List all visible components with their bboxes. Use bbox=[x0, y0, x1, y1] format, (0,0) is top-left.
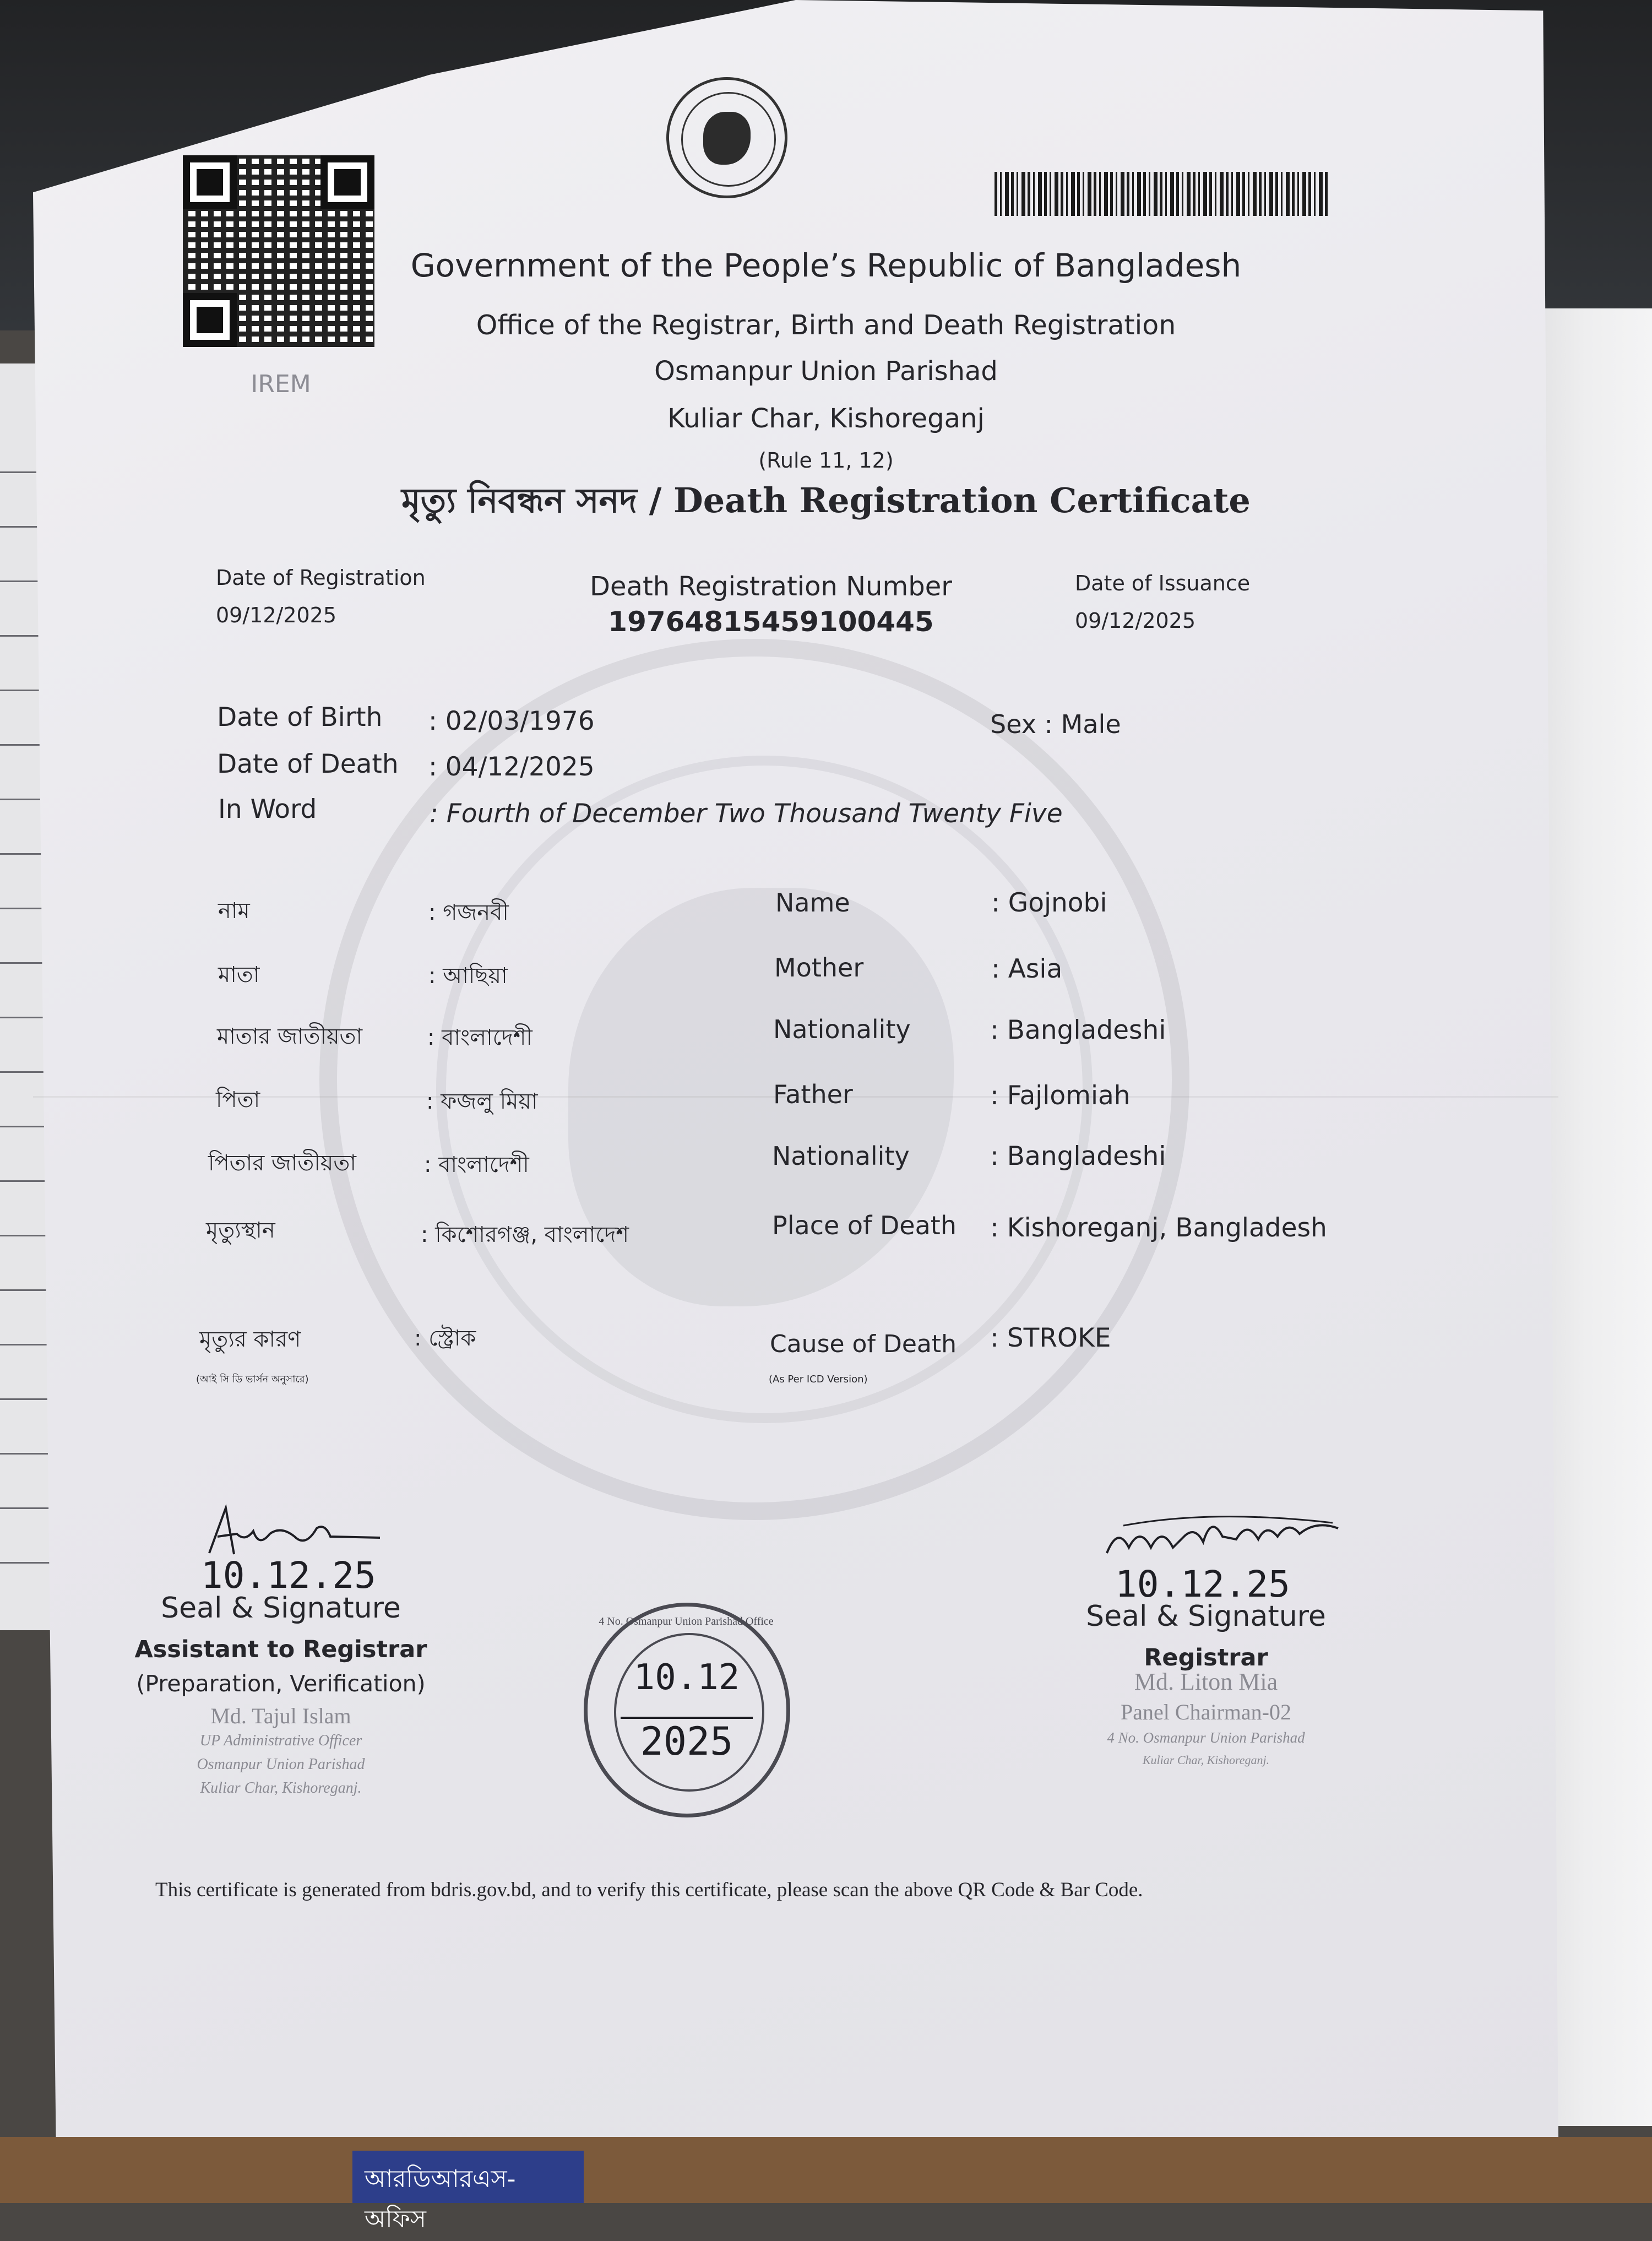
cause-note-bn: (আই সি ডি ভার্সন অনুসারে) bbox=[196, 1374, 309, 1385]
in-word-label: In Word bbox=[218, 794, 317, 824]
office-title: Office of the Registrar, Birth and Death Registration bbox=[476, 310, 1176, 341]
assistant-role: Assistant to Registrar bbox=[134, 1636, 427, 1663]
father-nationality-label: Nationality bbox=[772, 1141, 910, 1171]
name-label: Name bbox=[775, 888, 850, 918]
assistant-name-stamp: Md. Tajul Islam bbox=[210, 1703, 351, 1728]
registrar-stamp-line1: Panel Chairman-02 bbox=[1121, 1700, 1291, 1724]
qr-caption: IREM bbox=[251, 370, 311, 398]
dob-label: Date of Birth bbox=[217, 702, 383, 732]
assistant-role-note: (Preparation, Verification) bbox=[136, 1670, 426, 1697]
assistant-stamp-line2: Osmanpur Union Parishad bbox=[197, 1756, 365, 1773]
mother-label: Mother bbox=[774, 953, 864, 983]
sex-value: Sex : Male bbox=[990, 709, 1121, 739]
assistant-stamp-line1: UP Administrative Officer bbox=[199, 1732, 362, 1749]
father-bn-value: : ফজলু মিয়া bbox=[426, 1089, 538, 1114]
place-of-death-bn-label: মৃত্যুস্থান bbox=[206, 1218, 275, 1243]
mother-nationality-label: Nationality bbox=[773, 1014, 911, 1044]
stamp-date-line2: 2025 bbox=[621, 1717, 753, 1764]
father-value: : Fajlomiah bbox=[990, 1081, 1131, 1111]
father-label: Father bbox=[773, 1079, 853, 1109]
registration-number-label: Death Registration Number bbox=[590, 571, 952, 602]
father-nationality-value: : Bangladeshi bbox=[990, 1141, 1166, 1171]
assistant-seal-caption: Seal & Signature bbox=[161, 1592, 401, 1625]
dod-label: Date of Death bbox=[217, 749, 399, 779]
name-bn-value: : গজনবী bbox=[428, 900, 509, 925]
mother-value: : Asia bbox=[991, 954, 1063, 984]
place-of-death-label: Place of Death bbox=[772, 1211, 957, 1240]
registrar-seal-caption: Seal & Signature bbox=[1086, 1600, 1326, 1633]
government-emblem bbox=[666, 77, 787, 198]
union-name: Osmanpur Union Parishad bbox=[654, 356, 998, 387]
location-name: Kuliar Char, Kishoreganj bbox=[667, 403, 985, 434]
mother-bn-label: মাতা bbox=[218, 962, 260, 987]
issuance-date-label: Date of Issuance bbox=[1075, 571, 1251, 595]
government-title: Government of the People’s Republic of Bangladesh bbox=[410, 247, 1242, 284]
place-of-death-bn-value: : কিশোরগঞ্জ, বাংলাদেশ bbox=[421, 1222, 629, 1247]
father-nationality-bn-value: : বাংলাদেশী bbox=[424, 1152, 529, 1178]
mother-nationality-bn-value: : বাংলাদেশী bbox=[427, 1025, 532, 1050]
registrar-stamp-line2: 4 No. Osmanpur Union Parishad bbox=[1107, 1729, 1305, 1746]
dob-value: : 02/03/1976 bbox=[428, 706, 595, 736]
barcode[interactable] bbox=[995, 172, 1330, 216]
stamp-ring-text: 4 No. Osmanpur Union Parishad Office bbox=[599, 1615, 774, 1627]
name-value: : Gojnobi bbox=[991, 888, 1107, 918]
assistant-signature-date: 10.12.25 bbox=[201, 1554, 376, 1597]
registrar-stamp-line3: Kuliar Char, Kishoreganj. bbox=[1142, 1753, 1270, 1767]
registrar-signature-date: 10.12.25 bbox=[1115, 1563, 1290, 1605]
place-of-death-value: : Kishoreganj, Bangladesh bbox=[990, 1213, 1327, 1243]
cause-of-death-bn-value: : স্ট্রোক bbox=[414, 1326, 476, 1351]
mother-nationality-bn-label: মাতার জাতীয়তা bbox=[217, 1024, 363, 1049]
cause-of-death-value: : STROKE bbox=[990, 1323, 1111, 1353]
cause-note-en: (As Per ICD Version) bbox=[769, 1374, 868, 1385]
registrar-role: Registrar bbox=[1144, 1644, 1268, 1672]
father-nationality-bn-label: পিতার জাতীয়তা bbox=[208, 1151, 356, 1176]
name-bn-label: নাম bbox=[218, 898, 250, 924]
cause-of-death-label: Cause of Death bbox=[770, 1330, 957, 1358]
mother-nationality-value: : Bangladeshi bbox=[990, 1015, 1166, 1045]
in-word-value: : Fourth of December Two Thousand Twenty Five bbox=[430, 799, 1063, 829]
registration-date-value: 09/12/2025 bbox=[216, 603, 337, 627]
union-office-date-stamp bbox=[584, 1603, 790, 1817]
cause-of-death-bn-label: মৃত্যুর কারণ bbox=[199, 1327, 301, 1352]
qr-code[interactable] bbox=[183, 155, 374, 347]
background-table-edge bbox=[0, 2137, 1652, 2203]
father-bn-label: পিতা bbox=[216, 1087, 260, 1113]
background-card bbox=[352, 2151, 584, 2233]
registration-date-label: Date of Registration bbox=[216, 566, 426, 590]
rule-text: (Rule 11, 12) bbox=[758, 448, 894, 473]
issuance-date-value: 09/12/2025 bbox=[1075, 609, 1196, 633]
certificate-title: মৃত্যু নিবন্ধন সনদ / Death Registration Certificate bbox=[401, 480, 1251, 520]
registration-number-value: 19764815459100445 bbox=[608, 606, 934, 638]
stamp-date-line1: 10.12 bbox=[633, 1657, 740, 1698]
assistant-stamp-line3: Kuliar Char, Kishoreganj. bbox=[200, 1779, 362, 1797]
background-card-label: আরডিআরএস- অফিস bbox=[365, 2165, 516, 2233]
footer-verification-note: This certificate is generated from bdris.gov.bd, and to verify this certificate, please scan the above QR Code & Bar Code. bbox=[155, 1879, 1143, 1901]
dod-value: : 04/12/2025 bbox=[428, 752, 595, 782]
registrar-name-stamp: Md. Liton Mia bbox=[1134, 1668, 1278, 1695]
mother-bn-value: : আছিয়া bbox=[428, 963, 508, 989]
